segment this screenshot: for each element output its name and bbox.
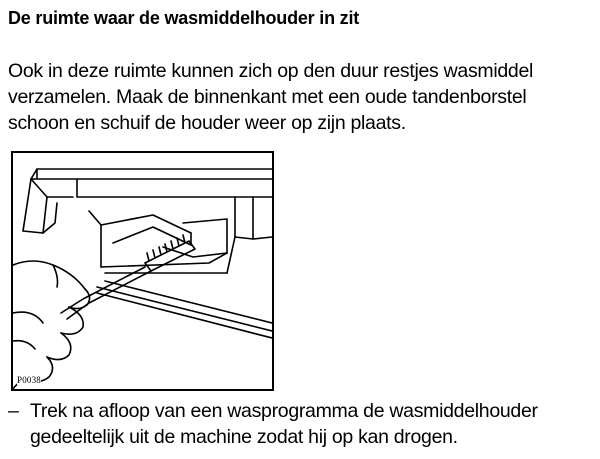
toothbrush-cleaning-illustration (13, 153, 272, 389)
bullet-line: gedeeltelijk uit de machine zodat hij op kan drogen. (30, 426, 458, 448)
bullet-marker: – (8, 400, 19, 422)
bullet-line: Trek na afloop van een wasprogramma de wasmiddelhouder (30, 400, 538, 422)
illustration-figure (11, 151, 274, 391)
section-heading: De ruimte waar de wasmiddelhouder in zit (8, 8, 360, 28)
paragraph-line: schoon en schuif de houder weer op zijn plaats. (8, 112, 406, 134)
figure-code: P0038 (17, 375, 42, 385)
bullet-text (30, 398, 538, 450)
paragraph-line: verzamelen. Maak de binnenkant met een oude tandenborstel (8, 86, 527, 108)
instruction-paragraph (8, 58, 533, 136)
paragraph-line: Ook in deze ruimte kunnen zich op den duur restjes wasmiddel (8, 60, 534, 82)
